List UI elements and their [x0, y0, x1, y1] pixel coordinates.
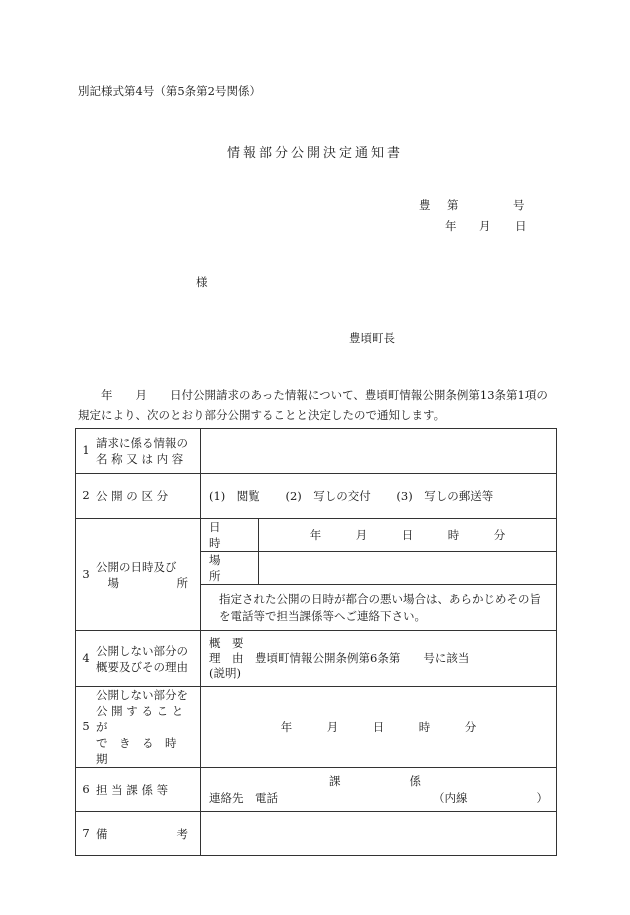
place-value[interactable]	[259, 552, 557, 585]
row7-label-right: 考	[176, 826, 188, 841]
row6-label-cell	[76, 768, 201, 812]
explanation-line: (説明)	[209, 666, 241, 680]
row-number: 6	[82, 781, 90, 796]
row5-label-line2: 公 開 す る こ と が	[96, 704, 184, 734]
reason-line: 理 由 豊頃町情報公開条例第6条第 号に該当	[209, 651, 470, 665]
table-row-7	[76, 812, 557, 856]
row5-label-line1: 公開しない部分を	[96, 688, 188, 702]
datetime-sublabel: 日 時	[201, 519, 259, 552]
sender-name: 豊頃町長	[349, 331, 395, 345]
row1-label	[96, 435, 188, 467]
row2-label: 公 開 の 区 分	[96, 489, 169, 503]
note-cell: 指定された公開の日時が都合の悪い場合は、あらかじめその旨を電話等で担当課係等へご連絡下さい。	[201, 585, 557, 631]
row2-label-cell	[76, 474, 201, 519]
contact-line	[209, 790, 548, 807]
row1-value-cell[interactable]	[201, 429, 557, 474]
date-day: 日	[515, 219, 527, 233]
row4-label	[96, 643, 188, 675]
row5-value-cell[interactable]: 年 月 日 時 分	[201, 687, 557, 768]
row1-label-cell	[76, 429, 201, 474]
contact-extension: （内線 ）	[433, 790, 548, 805]
date-month: 月	[479, 219, 491, 233]
section-line: 課 係	[329, 773, 421, 788]
row4-label-line1: 公開しない部分の	[96, 643, 188, 658]
row-number: 1	[82, 443, 90, 457]
row4-label-cell	[76, 631, 201, 687]
row5-label-cell	[76, 687, 201, 768]
row3-label-line2: 場 所	[107, 575, 188, 590]
table-row-6	[76, 768, 557, 812]
row-number: 2	[82, 488, 90, 502]
row7-value-cell[interactable]	[201, 812, 557, 856]
row7-label-cell	[76, 812, 201, 856]
row-number: 4	[82, 650, 90, 665]
date-year: 年	[445, 219, 457, 233]
row3-label	[96, 559, 188, 591]
row5-label	[96, 687, 188, 767]
row2-value-cell	[201, 474, 557, 519]
form-label: 別記様式第4号（第5条第2号関係）	[78, 84, 261, 98]
row5-label-line3: で き る 時 期	[96, 736, 188, 766]
table-row-1	[76, 429, 557, 474]
document-title: 情報部分公開決定通知書	[226, 146, 403, 161]
contact-phone: 連絡先 電話	[209, 790, 278, 805]
row-number: 7	[82, 825, 90, 840]
doc-dai: 第	[447, 198, 459, 212]
row3-label-line1: 公開の日時及び	[96, 559, 177, 574]
table-row-3	[76, 519, 557, 552]
row6-value-cell[interactable]	[201, 768, 557, 812]
addressee-suffix: 様	[196, 275, 208, 289]
decision-table	[75, 428, 557, 856]
table-row-4	[76, 631, 557, 687]
row-number: 5	[82, 719, 90, 733]
row7-label	[96, 826, 188, 842]
table-row-5	[76, 687, 557, 768]
row1-label-line1: 請求に係る情報の	[96, 436, 188, 450]
option-copy-delivery[interactable]: (2) 写しの交付	[285, 489, 371, 503]
row4-label-line2: 概要及びその理由	[96, 659, 188, 674]
row4-value-cell[interactable]	[201, 631, 557, 687]
option-inspection[interactable]: (1) 閲覧	[209, 489, 260, 503]
row1-label-line2: 名 称 又 は 内 容	[96, 452, 184, 466]
row-number: 3	[82, 566, 90, 581]
doc-prefix: 豊	[419, 198, 431, 212]
row7-label-left: 備	[96, 826, 108, 841]
option-copy-mail[interactable]: (3) 写しの郵送等	[396, 489, 494, 503]
body-text: 年 月 日付公開請求のあった情報について、豊頃町情報公開条例第13条第1項の規定により、次のとおり部分公開することと決定したので通知します。	[78, 388, 548, 422]
row3-label-cell	[76, 519, 201, 631]
summary-line: 概 要	[209, 636, 244, 650]
table-row-2	[76, 474, 557, 519]
datetime-value[interactable]: 年 月 日 時 分	[259, 519, 557, 552]
place-sublabel: 場 所	[201, 552, 259, 585]
row6-label: 担 当 課 係 等	[96, 782, 169, 797]
doc-go: 号	[513, 198, 525, 212]
